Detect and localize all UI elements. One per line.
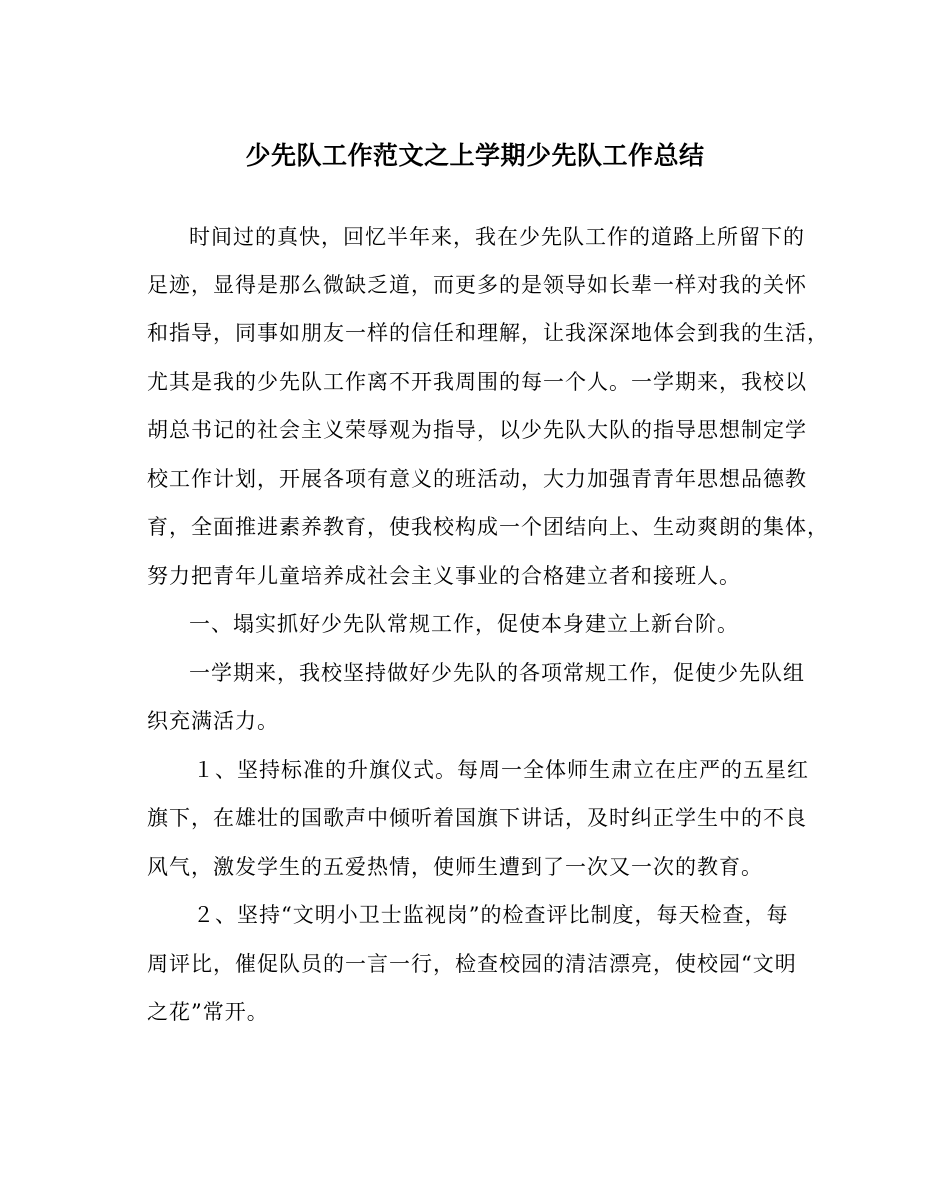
- paragraph-line: 风气，激发学生的五爱热情，使师生遭到了一次又一次的教育。: [147, 855, 763, 879]
- document-title: 少先队工作范文之上学期少先队工作总结: [245, 141, 705, 170]
- paragraph-line: 努力把青年儿童培养成社会主义事业的合格建立者和接班人。: [147, 564, 741, 588]
- paragraph-line: １、坚持标准的升旗仪式。每周一全体师生肃立在庄严的五星红: [193, 758, 809, 782]
- paragraph-line: 一学期来，我校坚持做好少先队的各项常规工作，促使少先队组: [189, 661, 805, 685]
- paragraph-line: 时间过的真快，回忆半年来，我在少先队工作的道路上所留下的: [189, 225, 805, 249]
- paragraph-line: 校工作计划，开展各项有意义的班活动，大力加强青青年思想品德教: [147, 467, 807, 491]
- paragraph-line: 尤其是我的少先队工作离不开我周围的每一个人。一学期来，我校以: [147, 370, 807, 394]
- paragraph-line: 胡总书记的社会主义荣辱观为指导，以少先队大队的指导思想制定学: [147, 418, 807, 442]
- section-heading: 一、塌实抓好少先队常规工作，促使本身建立上新台阶。: [189, 612, 739, 636]
- paragraph-line: 旗下，在雄壮的国歌声中倾听着国旗下讲话，及时纠正学生中的不良: [147, 806, 807, 830]
- paragraph-line: 和指导，同事如朋友一样的信任和理解，让我深深地体会到我的生活，: [147, 321, 829, 345]
- paragraph-line: ２、坚持“文明小卫士监视岗”的检查评比制度，每天检查，每: [193, 903, 789, 927]
- paragraph-line: 足迹，显得是那么微缺乏道，而更多的是领导如长辈一样对我的关怀: [147, 273, 807, 297]
- paragraph-line: 之花”常开。: [147, 1000, 269, 1024]
- paragraph-line: 织充满活力。: [147, 709, 279, 733]
- paragraph-line: 周评比，催促队员的一言一行，检查校园的清洁漂亮，使校园“文明: [147, 952, 797, 976]
- paragraph-line: 育，全面推进素养教育，使我校构成一个团结向上、生动爽朗的集体，: [147, 515, 829, 539]
